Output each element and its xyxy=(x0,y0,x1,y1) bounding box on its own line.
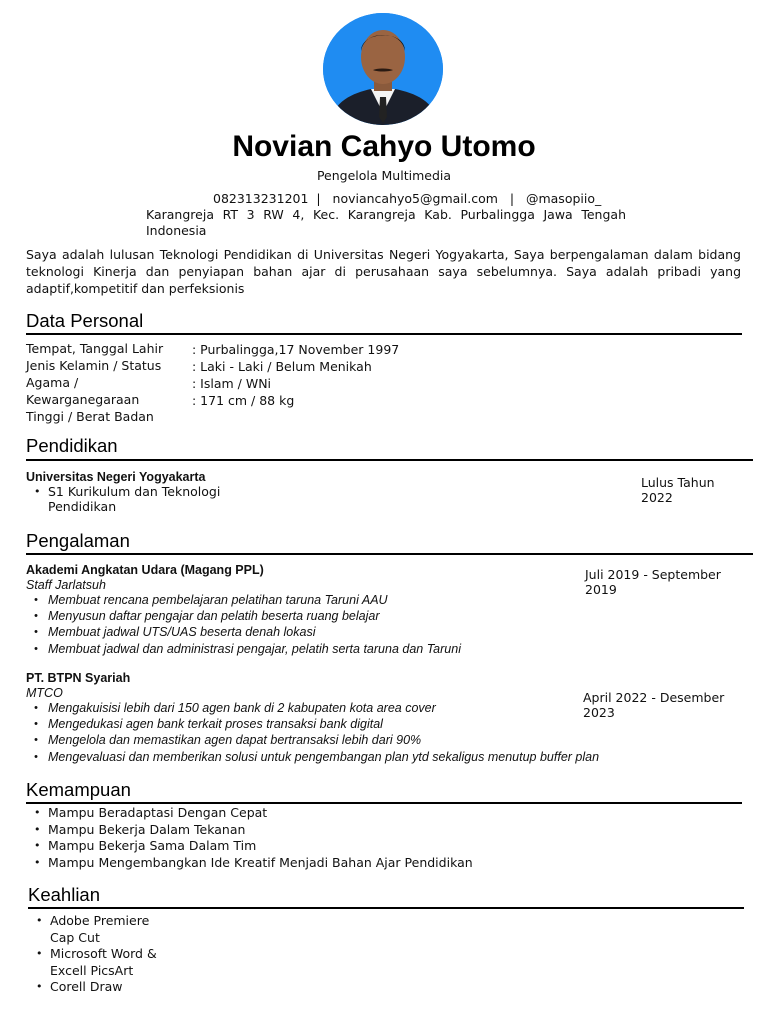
personal-values xyxy=(192,341,452,409)
profile-summary: Saya adalah lulusan Teknologi Pendidikan di Universitas Negeri Yogyakarta, Saya berpengalaman dalam bidang teknologi Kinerja dan penyiapan bahan ajar di perusahaan saya sebelumnya. Saya adalah pribadi yang adaptif,kompetitif dan perfeksionis xyxy=(26,247,741,296)
section-title-experience: Pengalaman xyxy=(26,530,130,551)
job-position: Staff Jarlatsuh xyxy=(26,578,106,592)
section-rule xyxy=(26,459,753,461)
section-rule xyxy=(28,907,744,909)
list-item: • Mengedukasi agen bank terkait proses transaksi bank digital xyxy=(26,716,646,732)
candidate-name: Novian Cahyo Utomo xyxy=(232,130,536,163)
personal-value: : Laki - Laki / Belum Menikah xyxy=(192,359,372,374)
abilities-list xyxy=(26,805,626,871)
personal-label: Tinggi / Berat Badan xyxy=(26,409,154,424)
profile-photo xyxy=(323,13,443,125)
list-item: • Corell Draw xyxy=(28,979,168,996)
list-item: • Membuat jadwal dan administrasi pengajar, pelatih serta taruna dan Taruni xyxy=(26,641,626,657)
personal-value: : 171 cm / 88 kg xyxy=(192,393,295,408)
section-title-abilities: Kemampuan xyxy=(26,779,131,800)
section-rule xyxy=(26,802,742,804)
job-company: PT. BTPN Syariah xyxy=(26,671,131,685)
section-title-skills: Keahlian xyxy=(28,884,101,905)
list-item: • Mampu Beradaptasi Dengan Cepat xyxy=(26,805,626,822)
list-item: • Mampu Bekerja Dalam Tekanan xyxy=(26,822,626,839)
personal-label: Tempat, Tanggal Lahir xyxy=(26,341,164,356)
job-task-list xyxy=(26,592,626,657)
home-address: Karangreja RT 3 RW 4, Kec. Karangreja Kab. Purbalingga Jawa Tengah Indonesia xyxy=(146,207,626,238)
job-entry xyxy=(26,563,626,657)
list-item: • Mampu Bekerja Sama Dalam Tim xyxy=(26,838,626,855)
job-date: Juli 2019 - September 2019 xyxy=(585,567,721,597)
skills-list xyxy=(28,913,168,996)
section-title-personal: Data Personal xyxy=(26,310,144,331)
list-item: • Mengelola dan memastikan agen dapat bertransaksi lebih dari 90% xyxy=(26,732,646,748)
list-item: • Mengevaluasi dan memberikan solusi untuk pengembangan plan ytd sekaligus menutup buffer plan xyxy=(26,749,646,765)
list-item: • Microsoft Word & Excell PicsArt xyxy=(28,946,168,979)
list-item: • Membuat jadwal UTS/UAS beserta denah lokasi xyxy=(26,624,626,640)
section-rule xyxy=(26,333,742,335)
email-address: noviancahyo5@gmail.com xyxy=(332,191,498,206)
list-item: • S1 Kurikulum dan Teknologi Pendidikan xyxy=(26,485,236,514)
social-handle: @masopiio_ xyxy=(525,191,602,206)
education-entry xyxy=(26,470,586,514)
contact-line: 082313231201 | noviancahyo5@gmail.com | @masopiio_ xyxy=(213,191,602,206)
personal-value: : Islam / WNi xyxy=(192,376,272,391)
candidate-role: Pengelola Multimedia xyxy=(316,168,452,183)
personal-value: : Purbalingga,17 November 1997 xyxy=(192,342,400,357)
section-rule xyxy=(26,553,753,555)
job-date: April 2022 - Desember 2023 xyxy=(583,690,725,720)
list-item: • Mengakuisisi lebih dari 150 agen bank di 2 kabupaten kota area cover xyxy=(26,700,646,716)
personal-label: Kewarganegaraan xyxy=(26,392,140,407)
job-company: Akademi Angkatan Udara (Magang PPL) xyxy=(26,563,264,577)
phone-number: 082313231201 xyxy=(213,191,309,206)
personal-label: Agama / xyxy=(26,375,79,390)
job-entry xyxy=(26,671,646,765)
list-item: • Adobe Premiere Cap Cut xyxy=(28,913,168,946)
list-item: • Mampu Mengembangkan Ide Kreatif Menjadi Bahan Ajar Pendidikan xyxy=(26,855,626,872)
graduation-date: Lulus Tahun 2022 xyxy=(641,475,715,505)
job-task-list xyxy=(26,700,646,765)
list-item: • Membuat rencana pembelajaran pelatihan taruna Taruni AAU xyxy=(26,592,626,608)
list-item: • Menyusun daftar pengajar dan pelatih beserta ruang belajar xyxy=(26,608,626,624)
education-list xyxy=(26,485,236,514)
school-name: Universitas Negeri Yogyakarta xyxy=(26,470,206,484)
personal-labels xyxy=(26,340,186,425)
personal-label: Jenis Kelamin / Status xyxy=(26,358,162,373)
section-title-education: Pendidikan xyxy=(26,435,118,456)
job-position: MTCO xyxy=(26,686,63,700)
